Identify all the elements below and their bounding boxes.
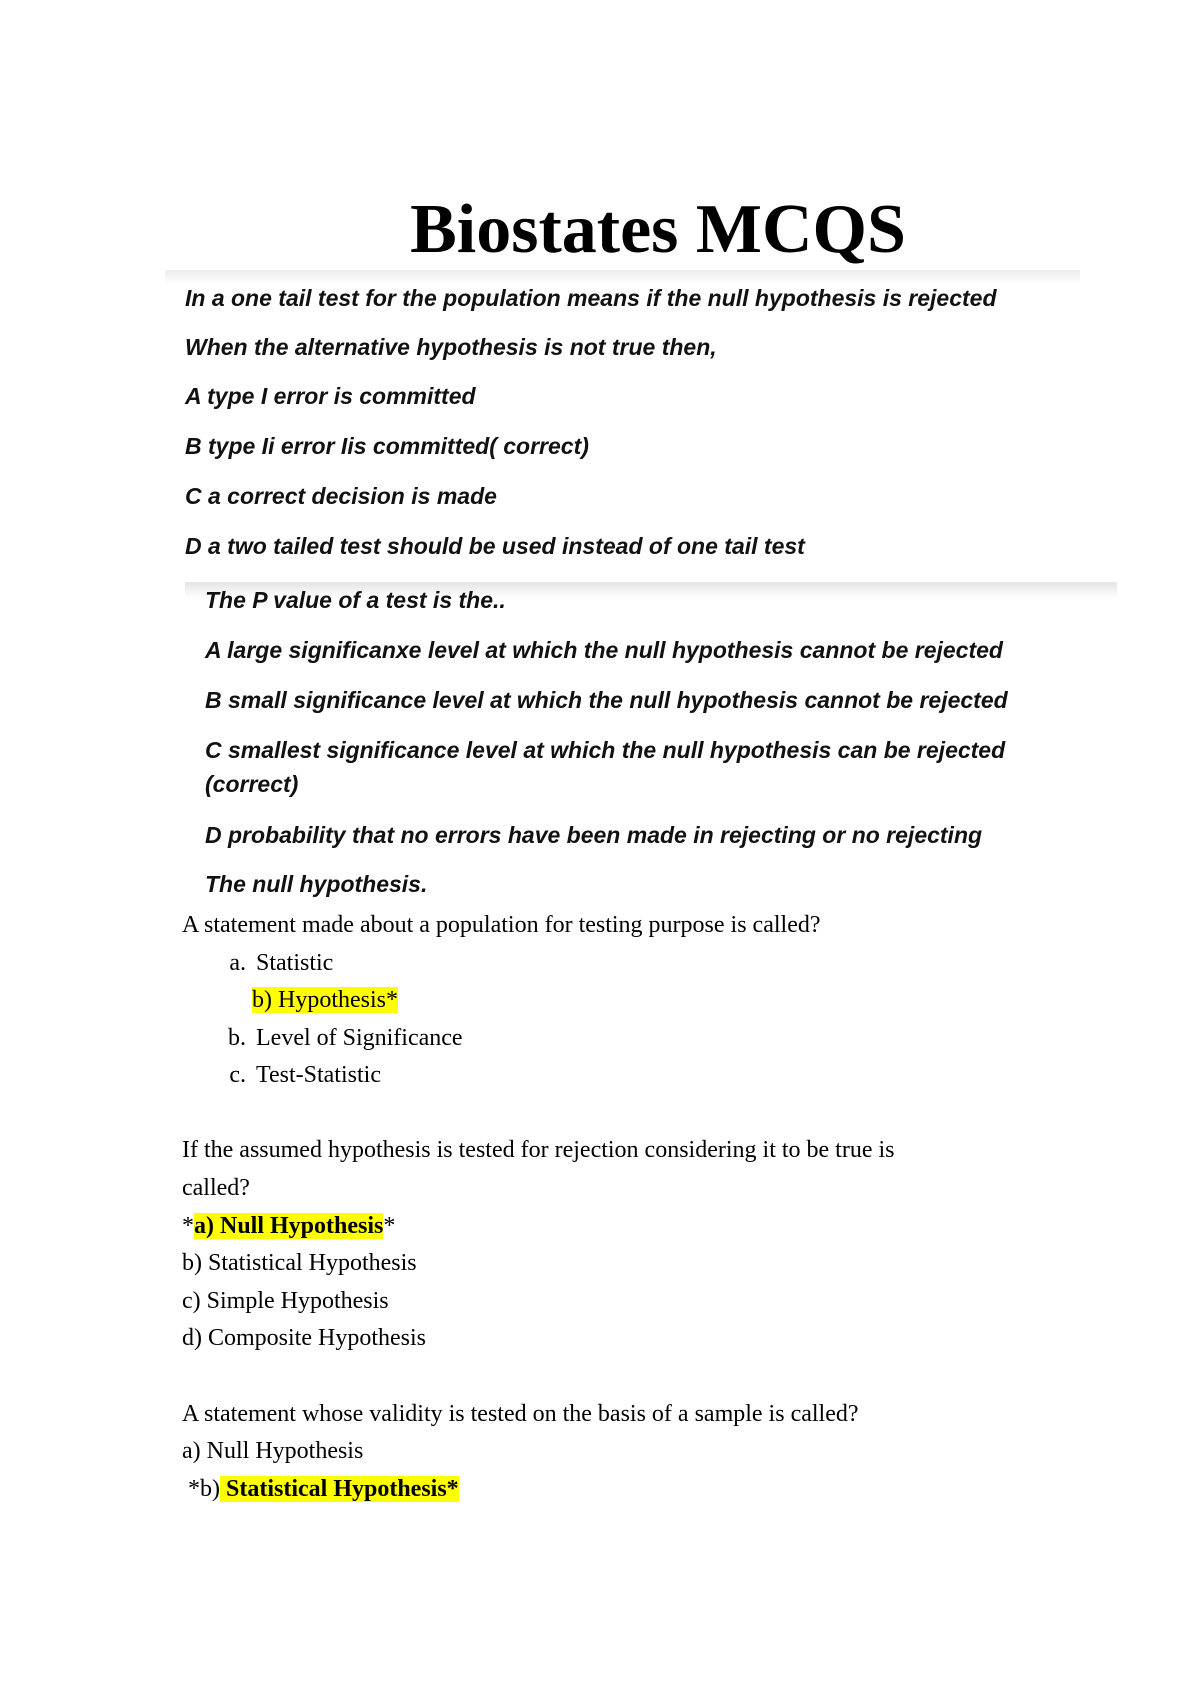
q2-option-d-cont: The null hypothesis. — [205, 871, 428, 897]
q1-option-d: D a two tailed test should be used instead of one tail test — [185, 533, 805, 559]
question-block-one-tail-test — [165, 270, 1080, 570]
q5-answer: *b) Statistical Hypothesis* — [182, 1476, 459, 1502]
q3-option-3: b. Level of Significance — [228, 1025, 463, 1051]
q1-line-2: When the alternative hypothesis is not true then, — [185, 334, 717, 360]
q3-option-4: c. Test-Statistic — [229, 1062, 381, 1088]
q4-option-c: c) Simple Hypothesis — [182, 1288, 389, 1314]
q3-answer-highlight: b) Hypothesis* — [252, 987, 398, 1013]
q5-question: A statement whose validity is tested on the basis of a sample is called? — [182, 1401, 859, 1427]
q4-answer: *a) Null Hypothesis* — [182, 1213, 396, 1239]
question-block-p-value — [185, 582, 1117, 910]
q4-question-line-1: If the assumed hypothesis is tested for rejection considering it to be true is — [182, 1137, 895, 1163]
page-title: Biostates MCQS — [410, 190, 906, 268]
q1-option-b: B type Ii error Iis committed( correct) — [185, 433, 589, 459]
q4-option-b: b) Statistical Hypothesis — [182, 1250, 417, 1276]
q2-option-b: B small significance level at which the null hypothesis cannot be rejected — [205, 687, 1008, 713]
q2-option-c: C smallest significance level at which the null hypothesis can be rejected — [205, 737, 1006, 763]
q4-answer-highlight: a) Null Hypothesis — [194, 1213, 384, 1239]
q2-option-d: D probability that no errors have been made in rejecting or no rejecting — [205, 822, 983, 848]
q2-option-a: A large significanxe level at which the null hypothesis cannot be rejected — [205, 637, 1003, 663]
q3-question: A statement made about a population for testing purpose is called? — [182, 912, 821, 938]
q3-answer — [252, 988, 398, 1012]
q1-option-c: C a correct decision is made — [185, 483, 497, 509]
q4-question-line-2: called? — [182, 1175, 250, 1201]
q4-option-d: d) Composite Hypothesis — [182, 1325, 426, 1351]
q3-option-1: a. Statistic — [229, 950, 334, 976]
q1-option-a: A type I error is committed — [185, 383, 476, 409]
q5-answer-highlight: Statistical Hypothesis* — [220, 1476, 459, 1502]
q2-option-c-cont: (correct) — [205, 771, 299, 797]
q1-line-1: In a one tail test for the population means if the null hypothesis is rejected — [185, 285, 997, 311]
q5-option-a: a) Null Hypothesis — [182, 1438, 364, 1464]
q2-line-1: The P value of a test is the.. — [205, 587, 506, 613]
